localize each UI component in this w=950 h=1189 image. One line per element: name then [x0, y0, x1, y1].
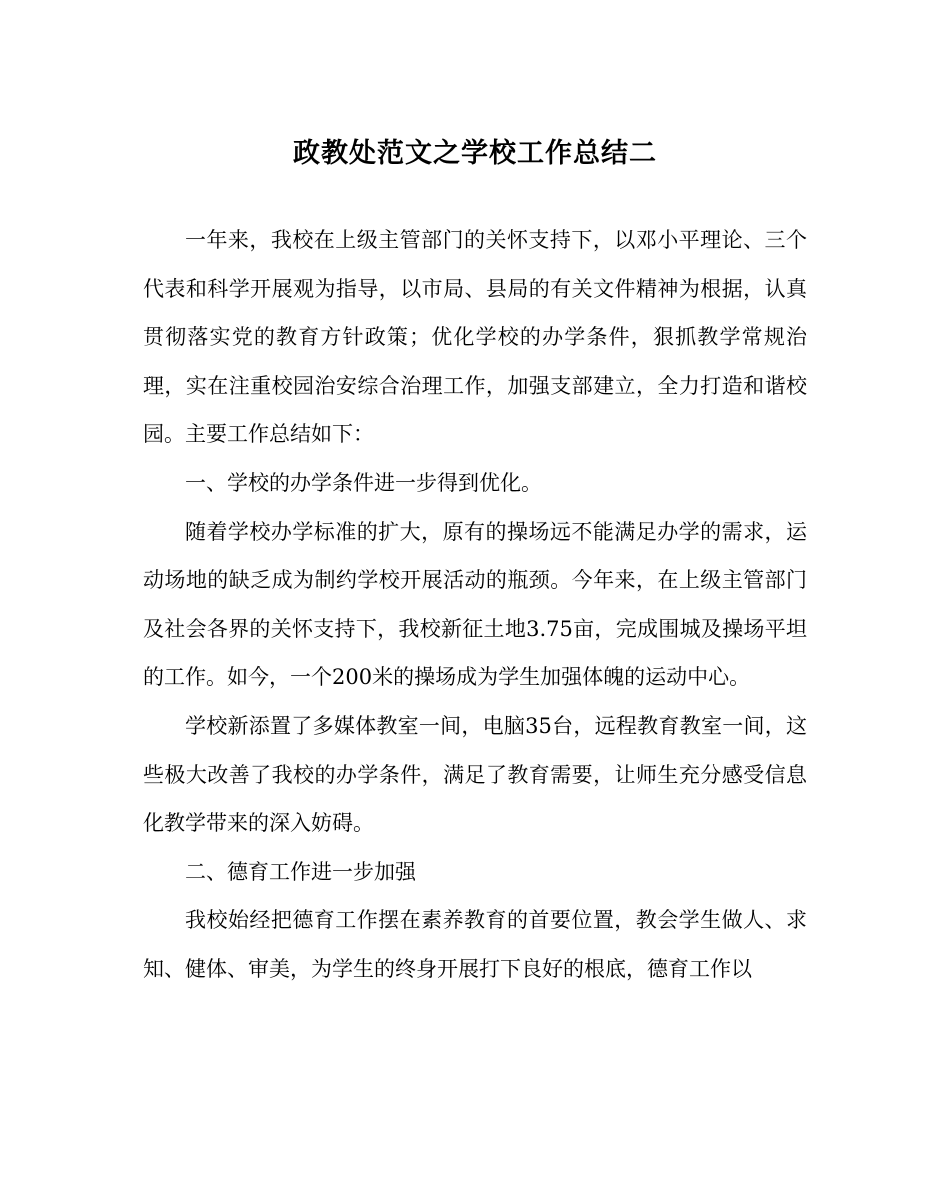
document-title: 政教处范文之学校工作总结二 [293, 138, 657, 169]
paragraph-playground: 随着学校办学标准的扩大，原有的操场远不能满足办学的需求，运动场地的缺乏成为制约学校开展活动的瓶颈。今年来，在上级主管部门及社会各界的关怀支持下，我校新征土地3.75亩，完成围城及操场平坦的工作。如今，一个200米的操场成为学生加强体魄的运动中心。 [143, 519, 807, 690]
document-body [143, 216, 807, 994]
section-heading-2: 二、德育工作进一步加强 [185, 859, 416, 884]
section-heading-1: 一、学校的办学条件进一步得到优化。 [185, 470, 542, 495]
paragraph-multimedia: 学校新添置了多媒体教室一间，电脑35台，远程教育教室一间，这些极大改善了我校的办学条件，满足了教育需要，让师生充分感受信息化教学带来的深入妨碍。 [143, 713, 807, 836]
paragraph-intro: 一年来，我校在上级主管部门的关怀支持下，以邓小平理论、三个代表和科学开展观为指导，以市局、县局的有关文件精神为根据，认真贯彻落实党的教育方针政策；优化学校的办学条件，狠抓教学常规治理，实在注重校园治安综合治理工作，加强支部建立，全力打造和谐校园。主要工作总结如下： [143, 228, 807, 447]
paragraph-moral-education: 我校始经把德育工作摆在素养教育的首要位置，教会学生做人、求知、健体、审美，为学生的终身开展打下良好的根底，德育工作以 [143, 908, 807, 981]
